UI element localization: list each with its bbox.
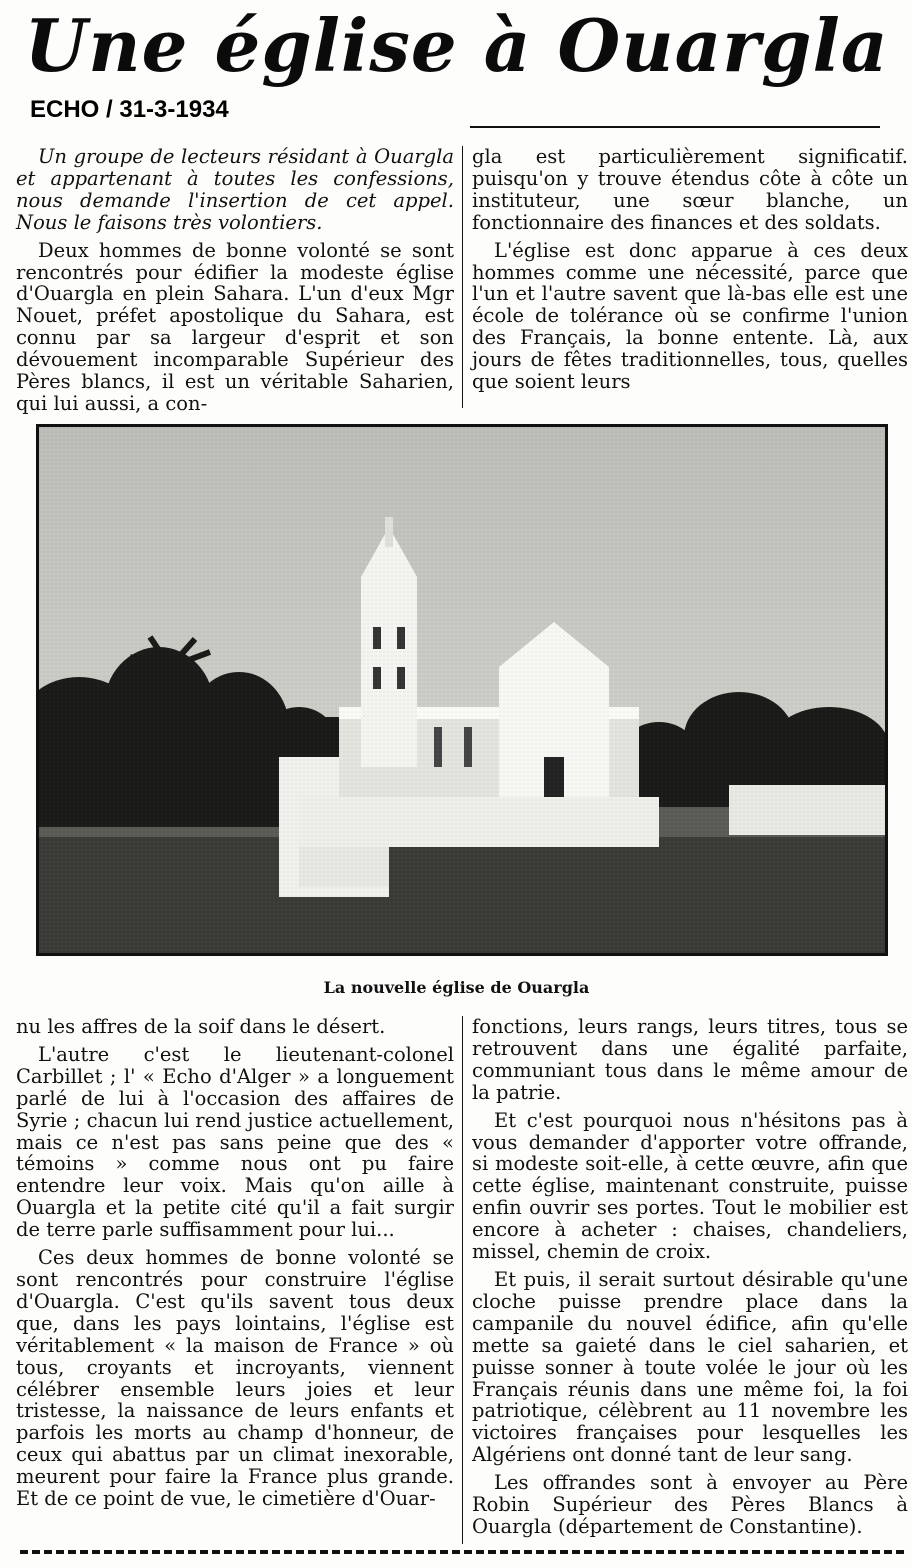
paragraph: gla est particulièrement significatif. puisqu'on y trouve étendus côte à côte un instituteur, une sœur blanche, un fonctionnaire des finances et des soldats.	[472, 145, 908, 234]
paragraph: fonctions, leurs rangs, leurs titres, tous se retrouvent dans une égalité parfaite, communiant tous dans le même amour de la patrie.	[472, 1015, 908, 1104]
paragraph: L'autre c'est le lieutenant-colonel Carbillet ; l' « Echo d'Alger » a longuement parlé de lui à l'occasion des affaires de Syrie ; chacun lui rend justice actuellement, mais ce n'est pas sans peine que des « témoins » comme nous ont pu faire entendre leur voix. Mais qu'on aille à Ouargla et la petite cité qu'il a fait surgir de terre parle suffisamment pour lui...	[16, 1042, 454, 1242]
church-photograph	[36, 424, 888, 956]
source-date-stamp: ECHO / 31-3-1934	[30, 96, 229, 123]
paragraph: Ces deux hommes de bonne volonté se sont rencontrés pour construire l'église d'Ouargla. C'est qu'ils savent tous deux que, dans les pays lointains, l'église est véritablement « la maison de France » où tous, croyants et incroyants, viennent célébrer ensemble leurs joies et leur tristesse, la naissance de leurs enfants et parfois les morts au champ d'honneur, de ceux qui abattus par un climat inexorable, meurent pour faire la France plus grande. Et de ce point de vue, le cimetière d'Ouar-	[16, 1246, 454, 1511]
intro-paragraph: Un groupe de lecteurs résidant à Ouargla et appartenant à toutes les confessions, nous demande l'insertion de cet appel. Nous le faisons très volontiers.	[16, 145, 454, 234]
top-right-column	[472, 146, 908, 393]
church-illustration	[39, 427, 885, 953]
bottom-column-divider	[462, 1016, 463, 1544]
header-rule	[470, 126, 880, 128]
photo-caption: La nouvelle église de Ouargla	[323, 978, 590, 997]
top-left-column	[16, 146, 454, 415]
paragraph: Et puis, il serait surtout désirable qu'une cloche puisse prendre place dans la campanile du nouvel édifice, afin qu'elle mette sa gaieté dans le ciel saharien, et puisse sonner à toute volée le jour où les Français réunis dans une même foi, la foi patriotique, célèbrent au 11 novembre les victoires françaises pour lesquelles les Algériens ont donné tant de leur sang.	[472, 1267, 908, 1467]
paragraph: L'église est donc apparue à ces deux hommes comme une nécessité, parce que l'un et l'autre savent que là-bas elle est une école de tolérance où se confirme l'union des Français, la bonne entente. Là, aux jours de fêtes traditionnelles, tous, quelles que soient leurs	[472, 238, 908, 394]
paragraph: Deux hommes de bonne volonté se sont rencontrés pour édifier la modeste église d'Ouargla en plein Sahara. L'un d'eux Mgr Nouet, préfet apostolique du Sahara, est connu par sa largeur d'esprit et son dévouement incomparable Supérieur des Pères blancs, il est un véritable Saharien, qui lui aussi, a con-	[16, 238, 454, 415]
bottom-left-column	[16, 1016, 454, 1510]
top-column-divider	[462, 146, 463, 408]
paragraph: nu les affres de la soif dans le désert.	[16, 1015, 386, 1038]
paragraph: Et c'est pourquoi nous n'hésitons pas à vous demander d'apporter votre offrande, si modeste soit-elle, à cette œuvre, afin que cette église, maintenant construite, puisse enfin ouvrir ses portes. Tout le mobilier est encore à acheter : chaises, chandeliers, missel, chemin de croix.	[472, 1108, 908, 1264]
bottom-dashed-rule	[20, 1550, 904, 1554]
bottom-right-column	[472, 1016, 908, 1538]
article-title: Une église à Ouargla	[24, 3, 889, 88]
paragraph: Les offrandes sont à envoyer au Père Robin Supérieur des Pères Blancs à Ouargla (département de Constantine).	[472, 1471, 908, 1538]
